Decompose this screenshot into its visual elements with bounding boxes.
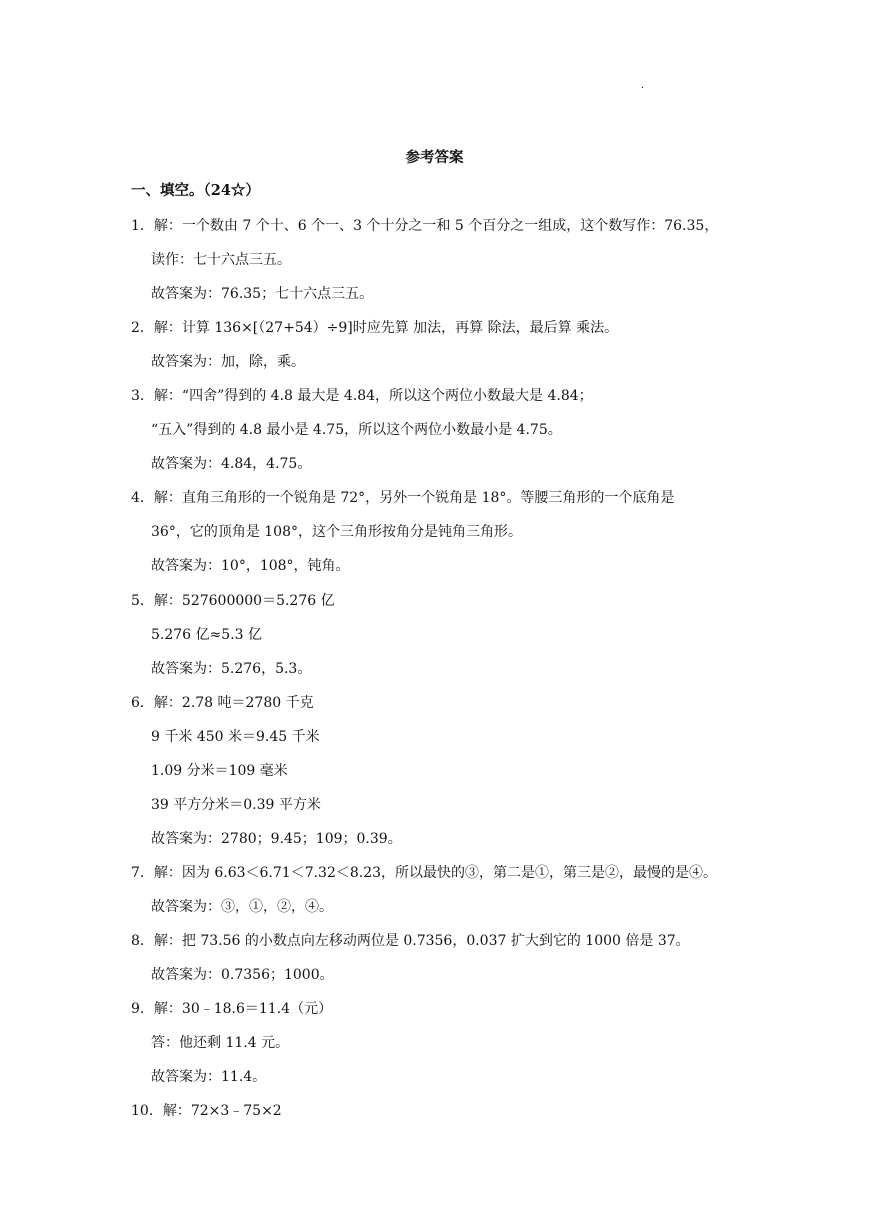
- answer-line: 1.09 分米＝109 毫米: [151, 763, 288, 779]
- answer-line: 4．解：直角三角形的一个锐角是 72°，另外一个锐角是 18°。等腰三角形的一个底角是: [131, 490, 675, 506]
- section-heading: 一、填空。（24☆）: [131, 182, 260, 199]
- answer-line: 10．解：72×3﹣75×2: [131, 1103, 282, 1119]
- answer-line: 答：他还剩 11.4 元。: [151, 1035, 290, 1051]
- answer-line: 5.276 亿≈5.3 亿: [151, 627, 262, 643]
- answer-line: 故答案为：4.84，4.75。: [151, 456, 312, 472]
- answer-line: 故答案为：11.4。: [151, 1069, 267, 1085]
- answer-line: “五入”得到的 4.8 最小是 4.75，所以这个两位小数最小是 4.75。: [151, 422, 562, 438]
- answer-line: 3．解：“四舍”得到的 4.8 最大是 4.84，所以这个两位小数最大是 4.84；: [131, 388, 593, 404]
- answer-line: 故答案为：2780；9.45；109；0.39。: [151, 831, 402, 847]
- answer-line: 读作：七十六点三五。: [151, 252, 291, 268]
- answer-line: 9 千米 450 米＝9.45 千米: [151, 729, 320, 745]
- answer-line: 故答案为：10°，108°，钝角。: [151, 558, 350, 574]
- answer-line: 故答案为：0.7356；1000。: [151, 967, 334, 983]
- answer-line: 1．解：一个数由 7 个十、6 个一、3 个十分之一和 5 个百分之一组成，这个数写作：76.35，: [131, 218, 719, 234]
- answer-line: 8．解：把 73.56 的小数点向左移动两位是 0.7356，0.037 扩大到它的 1000 倍是 37。: [131, 933, 690, 949]
- answer-line: 39 平方分米＝0.39 平方米: [151, 797, 321, 813]
- answer-line: 36°，它的顶角是 108°，这个三角形按角分是钝角三角形。: [151, 524, 522, 540]
- header-dot: ·: [641, 83, 645, 94]
- answer-line: 故答案为：加，除，乘。: [151, 354, 305, 370]
- answer-line: 7．解：因为 6.63＜6.71＜7.32＜8.23，所以最快的③，第二是①，第三是②，最慢的是④。: [131, 865, 718, 881]
- answer-line: 5．解：527600000＝5.276 亿: [131, 593, 335, 609]
- answer-line: 故答案为：5.276，5.3。: [151, 661, 312, 677]
- page-title: 参考答案: [405, 149, 464, 166]
- answer-line: 6．解：2.78 吨＝2780 千克: [131, 695, 314, 711]
- answer-line: 故答案为：③，①，②，④。: [151, 899, 333, 915]
- answer-line: 故答案为：76.35；七十六点三五。: [151, 286, 374, 302]
- answer-line: 9．解：30﹣18.6＝11.4（元）: [131, 1001, 333, 1017]
- answer-line: 2．解：计算 136×[（27+54）÷9]时应先算 加法，再算 除法，最后算 乘法。: [131, 320, 619, 336]
